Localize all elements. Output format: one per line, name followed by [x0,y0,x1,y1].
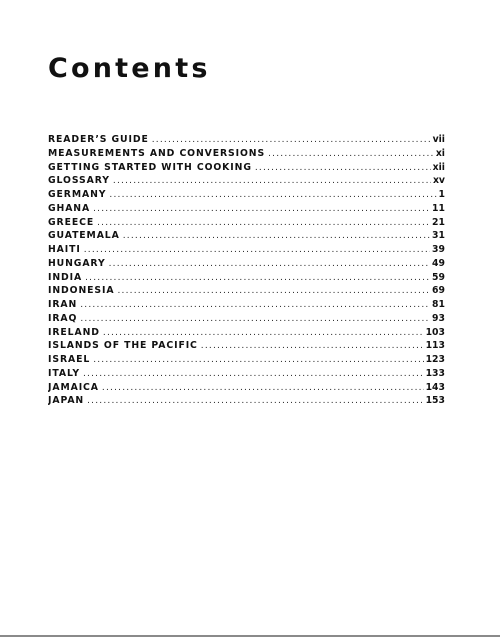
toc-page-number: 21 [432,216,445,228]
toc-entry-israel[interactable] [48,353,445,367]
toc-entry-japan[interactable] [48,394,445,408]
dot-leader [255,162,431,175]
dot-leader [80,313,430,326]
toc-entry-glossary[interactable] [48,174,445,188]
page-title: Contents [48,53,211,84]
toc-entry-label: IRAQ [48,312,78,324]
toc-entry-label: GERMANY [48,189,107,200]
toc-page-number: 1 [438,189,445,200]
toc-entry-indonesia[interactable] [48,284,445,298]
toc-entry-label: JAPAN [48,395,85,407]
dot-leader [103,327,424,340]
dot-leader [93,203,430,216]
toc-page-number: 143 [425,381,445,393]
toc-page-number: 49 [432,257,445,269]
dot-leader [152,134,431,147]
toc-page-number: 133 [425,367,445,379]
toc-entry-getting-started-with-cooking[interactable] [48,161,445,175]
toc-page-number: 93 [432,312,445,324]
toc-entry-label: INDIA [48,271,83,283]
toc-page-number: 103 [425,326,445,338]
dot-leader [117,285,430,298]
toc-page-number: 69 [432,285,445,297]
dot-leader [109,258,430,271]
toc-entry-italy[interactable] [48,367,445,381]
dot-leader [201,340,424,353]
toc-entry-label: READER’S GUIDE [48,134,149,145]
toc-entry-measurements-and-conversions[interactable] [48,147,445,161]
dot-leader [102,382,424,395]
toc-entry-label: ITALY [48,367,80,379]
toc-entry-label: ISLANDS OF THE PACIFIC [48,340,198,352]
toc-entry-label: GLOSSARY [48,175,110,187]
dot-leader [97,217,430,230]
toc-entry-label: GHANA [48,202,91,214]
toc-entry-islands-of-the-pacific[interactable] [48,339,445,353]
toc-page-number: 153 [425,395,445,407]
toc-page-number: 31 [432,230,445,242]
toc-entry-guatemala[interactable] [48,229,445,243]
toc-entry-label: HUNGARY [48,257,106,269]
toc-entry-ireland[interactable] [48,326,445,340]
dot-leader [87,395,423,408]
dot-leader [93,354,423,367]
toc-entry-iraq[interactable] [48,312,445,326]
toc-page-number: 81 [432,299,445,310]
toc-entry-label: GREECE [48,216,95,228]
dot-leader [85,272,430,285]
dot-leader [83,368,424,381]
toc-entry-label: MEASUREMENTS AND CONVERSIONS [48,147,266,159]
dot-leader [123,230,430,243]
toc-entry-germany[interactable] [48,188,445,202]
toc-entry-hungary[interactable] [48,257,445,271]
toc-entry-label: INDONESIA [48,285,115,297]
toc-page-number: xii [432,161,445,173]
toc-entry-label: GUATEMALA [48,230,120,242]
toc-entry-readers-guide[interactable] [48,133,445,147]
dot-leader [109,189,436,202]
toc-page-number: 123 [425,354,445,365]
toc-page-number: 59 [432,271,445,283]
toc-page-number: xv [432,175,445,187]
toc-entry-label: IRAN [48,299,78,310]
toc-entry-greece[interactable] [48,216,445,230]
toc-entry-label: GETTING STARTED WITH COOKING [48,161,252,173]
toc-entry-label: IRELAND [48,326,100,338]
toc-page-number: 113 [425,340,445,352]
dot-leader [113,175,431,188]
toc-page-number: 11 [432,202,445,214]
toc-page-number: 39 [432,244,445,255]
toc-entry-iran[interactable] [48,298,445,312]
dot-leader [268,148,434,161]
dot-leader [84,244,430,257]
toc-entry-label: HAITI [48,244,81,255]
toc-entry-jamaica[interactable] [48,381,445,395]
toc-entry-ghana[interactable] [48,202,445,216]
toc-page-number: xi [435,147,445,159]
page-bottom-rule [0,635,500,637]
toc-entry-label: ISRAEL [48,354,91,365]
dot-leader [80,299,430,312]
toc-entry-label: JAMAICA [48,381,99,393]
toc-entry-india[interactable] [48,271,445,285]
toc-page-number: vii [432,134,445,145]
toc-entry-haiti[interactable] [48,243,445,257]
table-of-contents [48,133,445,408]
